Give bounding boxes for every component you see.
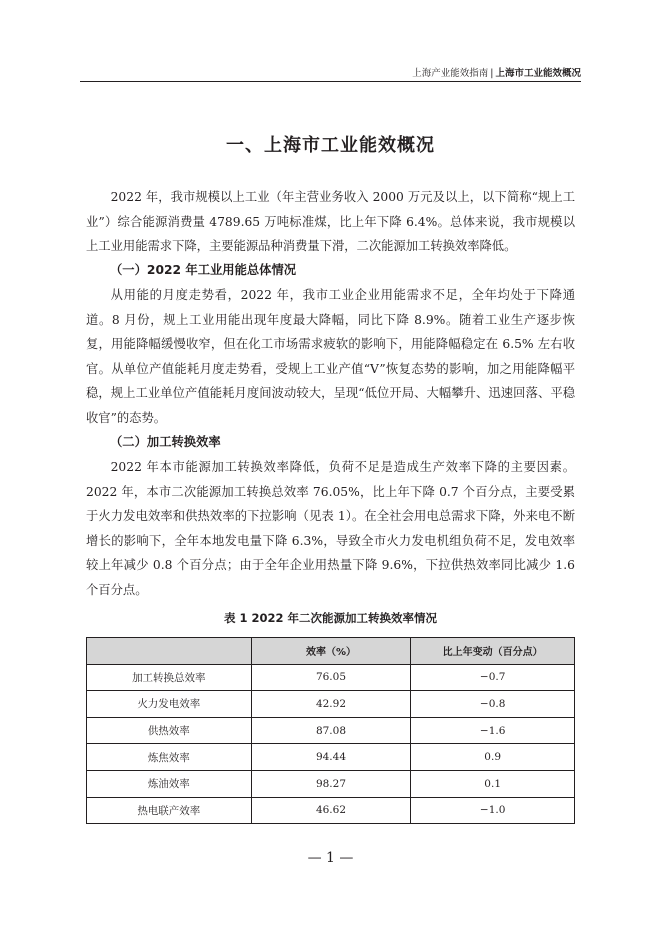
row-label: 炼油效率 — [87, 770, 252, 797]
row-label: 火力发电效率 — [87, 691, 252, 718]
running-header — [412, 65, 581, 79]
table-header-blank — [87, 638, 252, 665]
book-title: 上海产业能效指南 — [412, 68, 489, 79]
table-row — [87, 770, 575, 797]
header-separator: | — [490, 68, 494, 79]
table-row — [87, 744, 575, 771]
row-change: 0.1 — [411, 770, 575, 797]
row-label: 加工转换总效率 — [87, 664, 252, 691]
table-row — [87, 664, 575, 691]
subheading-conversion: （二）加工转换效率 — [110, 435, 221, 449]
row-efficiency: 76.05 — [251, 664, 411, 691]
table-caption: 表 1 2022 年二次能源加工转换效率情况 — [223, 611, 438, 625]
row-label: 热电联产效率 — [87, 797, 252, 824]
subheading-energy-overall: （一）2022 年工业用能总体情况 — [110, 263, 297, 277]
table-row — [87, 797, 575, 824]
table-header-efficiency: 效率（%） — [251, 638, 411, 665]
row-change: −1.0 — [411, 797, 575, 824]
conversion-paragraph: 2022 年本市能源加工转换效率降低，负荷不足是造成生产效率下降的主要因素。2022 年，本市二次能源加工转换总效率 76.05%，比上年下降 0.7 个百分点，主要受累于火力发电效率和供热效率的下拉影响（见表 1）。在全社会用电总需求下降，外来电不断增长的影响下，全年本地发电量下降 6.3%，导致全市火力发电机组负荷不足，发电效率较上年减少 0.8 个百分点；由于全年企业用热量下降 9.6%，下拉供热效率同比减少 1.6 个百分点。 — [86, 460, 575, 597]
row-efficiency: 98.27 — [251, 770, 411, 797]
intro-paragraph: 2022 年，我市规模以上工业（年主营业务收入 2000 万元及以上，以下简称“规上工业”）综合能源消费量 4789.65 万吨标准煤，比上年下降 6.4%。总体来说，我市规模以上工业用能需求下降，主要能源品种消费量下滑，二次能源加工转换效率降低。 — [86, 190, 575, 253]
efficiency-table — [86, 637, 575, 824]
row-label: 供热效率 — [87, 717, 252, 744]
row-efficiency: 46.62 — [251, 797, 411, 824]
row-efficiency: 94.44 — [251, 744, 411, 771]
table-header-change: 比上年变动（百分点） — [411, 638, 575, 665]
table-row — [87, 717, 575, 744]
table-header-row — [87, 638, 575, 665]
table-row — [87, 691, 575, 718]
page-number: — 1 — — [307, 850, 354, 866]
row-efficiency: 87.08 — [251, 717, 411, 744]
row-change: −0.7 — [411, 664, 575, 691]
header-rule — [80, 81, 581, 82]
row-change: −0.8 — [411, 691, 575, 718]
chapter-title: 一、上海市工业能效概况 — [226, 135, 435, 156]
row-change: 0.9 — [411, 744, 575, 771]
row-efficiency: 42.92 — [251, 691, 411, 718]
energy-overall-paragraph: 从用能的月度走势看，2022 年，我市工业企业用能需求不足，全年均处于下降通道。8 月份，规上工业用能出现年度最大降幅，同比下降 8.9%。随着工业生产逐步恢复，用能降幅缓慢收窄，但在化工市场需求疲软的影响下，用能降幅稳定在 6.5% 左右收官。从单位产值能耗月度走势看，受规上工业产值“V”恢复态势的影响，加之用能降幅平稳，规上工业单位产值能耗月度间波动较大，呈现“低位开局、大幅攀升、迅速回落、平稳收官”的态势。 — [86, 288, 575, 425]
row-label: 炼焦效率 — [87, 744, 252, 771]
row-change: −1.6 — [411, 717, 575, 744]
section-title: 上海市工业能效概况 — [495, 68, 581, 79]
